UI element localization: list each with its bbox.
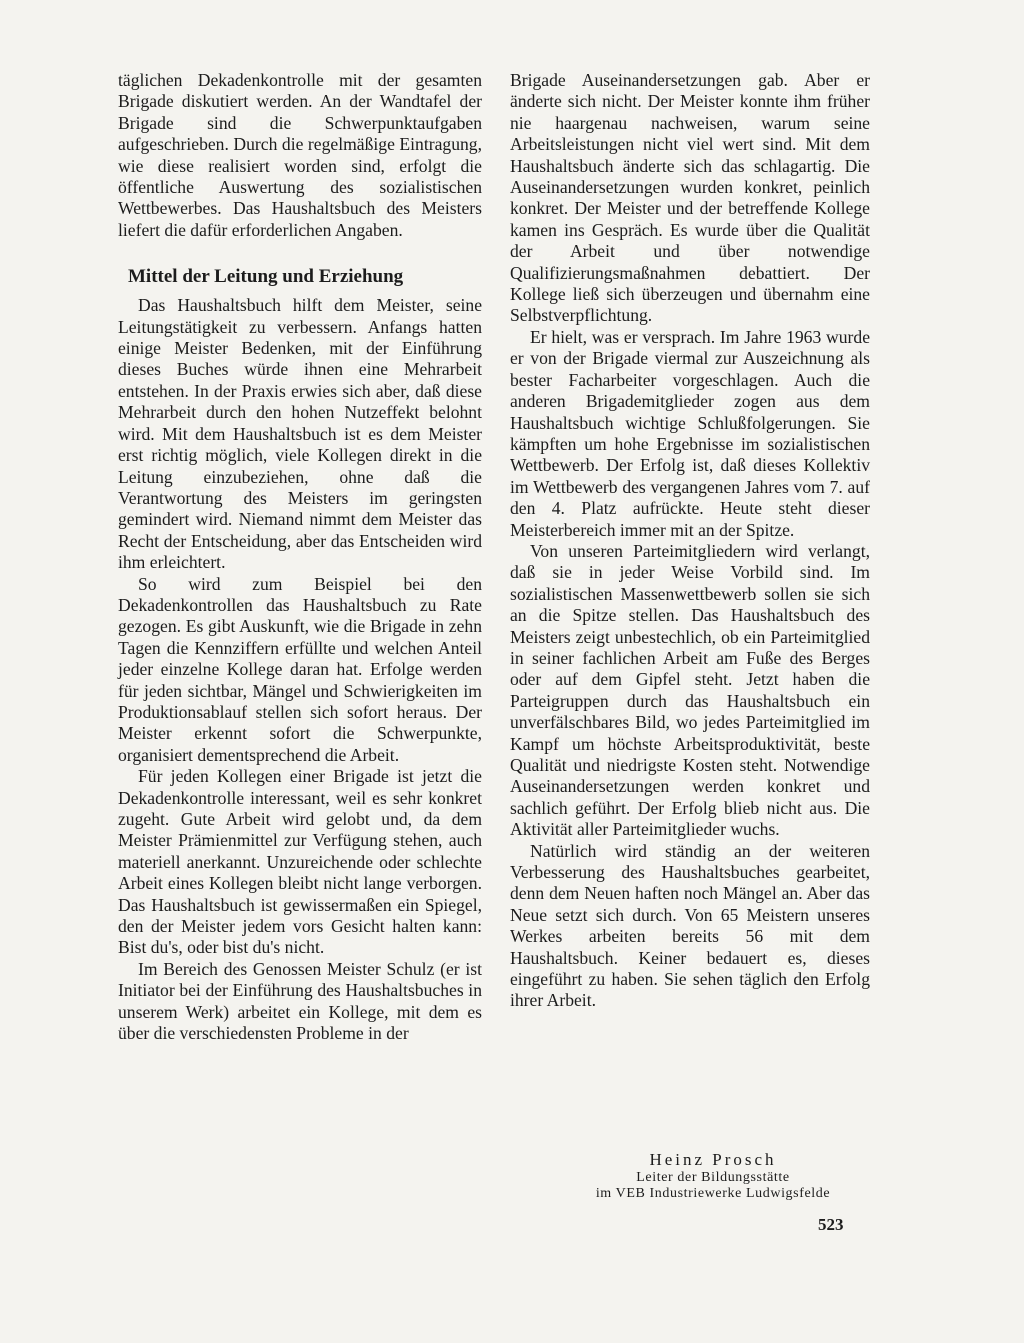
right-paragraph-2: Von unseren Parteimitgliedern wird verlangt, daß sie in jeder Weise Vorbild sind. Im sozialistischen Massenwettbewerb sollen sie sich an die Spitze stellen. Das Haushaltsbuch des Meisters zeigt unbestechlich, ob ein Parteimitglied in seiner fachlichen Arbeit am Fuße des Berges oder auf dem Gipfel steht. Jetzt haben die Parteigruppen durch das Haushaltsbuch ein unverfälschbares Bild, wo jedes Parteimitglied im Kampf um höchste Arbeitsproduktivität, beste Qualität und niedrigste Kosten steht. Notwendige Auseinandersetzungen werden konkret und sachlich geführt. Der Erfolg blieb nicht aus. Die Aktivität aller Parteimitglieder wuchs. (510, 540, 870, 840)
author-name: Heinz Prosch (649, 1150, 777, 1169)
author-signature (548, 1150, 878, 1202)
author-title: Leiter der Bildungsstätte (636, 1170, 790, 1185)
left-paragraph-2: So wird zum Beispiel bei den Dekadenkontrollen das Haushaltsbuch zu Rate gezogen. Es gibt Auskunft, wie die Brigade in zehn Tagen die Kennziffern erfüllte und welchen Anteil jeder einzelne Kollege daran hat. Erfolge werden für jeden sichtbar, Mängel und Schwierigkeiten im Produktionsablauf stellen sich sofort heraus. Der Meister erkennt sofort die Schwerpunkte, organisiert dementsprechend die Arbeit. (118, 573, 482, 765)
left-opening-paragraph: täglichen Dekadenkontrolle mit der gesamten Brigade diskutiert werden. An der Wandtafel der Brigade sind die Schwerpunktaufgaben aufgeschrieben. Durch die regelmäßige Eintragung, wie diese realisiert worden sind, erfolgt die öffentliche Auswertung des sozialistischen Wettbewerbes. Das Haushaltsbuch des Meisters liefert die dafür erforderlichen Angaben. (118, 70, 482, 240)
right-paragraph-3: Natürlich wird ständig an der weiteren Verbesserung des Haushaltsbuches gearbeitet, denn dem Neuen haften noch Mängel an. Aber das Neue setzt sich durch. Von 65 Meistern unseres Werkes arbeiten bereits 56 mit dem Haushaltsbuch. Keiner bedauert es, dieses eingeführt zu haben. Sie sehen täglich den Erfolg ihrer Arbeit. (510, 840, 870, 1011)
left-paragraph-3: Für jeden Kollegen einer Brigade ist jetzt die Dekadenkontrolle interessant, weil es sehr konkret zugeht. Gute Arbeit wird gelobt und, da dem Meister Prämienmittel zur Verfügung stehen, auch materiell anerkannt. Unzureichende oder schlechte Arbeit eines Kollegen bleibt nicht lange verborgen. Das Haushaltsbuch ist gewissermaßen ein Spiegel, den der Meister jedem vors Gesicht halten kann: Bist du's, oder bist du's nicht. (118, 766, 482, 958)
left-paragraph-4: Im Bereich des Genossen Meister Schulz (er ist Initiator bei der Einführung des Haushaltsbuches in unserem Werk) arbeitet ein Kollege, mit dem es über die verschiedensten Probleme in der (118, 958, 482, 1044)
page-number: 523 (818, 1215, 844, 1234)
right-column (510, 70, 870, 1012)
left-column (118, 70, 482, 1044)
right-opening-paragraph: Brigade Auseinandersetzungen gab. Aber er änderte sich nicht. Der Meister konnte ihm früher nie haargenau nachweisen, warum seine Arbeitsleistungen nicht viel wert sind. Mit dem Haushaltsbuch änderte sich das schlagartig. Die Auseinandersetzungen wurden konkret, peinlich konkret. Der Meister und der betreffende Kollege kamen ins Gespräch. Es wurde über die Qualität der Arbeit und über notwendige Qualifizierungsmaßnahmen debattiert. Der Kollege ließ sich überzeugen und übernahm eine Selbstverpflichtung. (510, 70, 870, 326)
section-heading: Mittel der Leitung und Erziehung (128, 266, 404, 288)
left-paragraph-1: Das Haushaltsbuch hilft dem Meister, seine Leitungstätigkeit zu verbessern. Anfangs hatten einige Meister Bedenken, mit der Einführung dieses Buches würde ihnen eine Mehrarbeit entstehen. In der Praxis erwies sich aber, daß diese Mehrarbeit durch den hohen Nutzeffekt belohnt wird. Mit dem Haushaltsbuch ist es dem Meister erst richtig möglich, viele Kollegen direkt in die Leitung einzubeziehen, ohne daß die Verantwortung des Meisters im geringsten gemindert wird. Niemand nimmt dem Meister das Recht der Entscheidung, aber das Entscheiden wird ihm erleichtert. (118, 295, 482, 573)
right-paragraph-1: Er hielt, was er versprach. Im Jahre 1963 wurde er von der Brigade viermal zur Auszeichnung als bester Facharbeiter vorgeschlagen. Auch die anderen Brigademitglieder zogen aus dem Haushaltsbuch wichtige Schlußfolgerungen. Sie kämpften um hohe Ergebnisse im sozialistischen Wettbewerb. Der Erfolg ist, daß dieses Kollektiv im Wettbewerb des vergangenen Jahres vom 7. auf den 4. Platz aufrückte. Heute steht dieser Meisterbereich immer mit an der Spitze. (510, 326, 870, 540)
author-affiliation: im VEB Industriewerke Ludwigsfelde (595, 1186, 831, 1201)
